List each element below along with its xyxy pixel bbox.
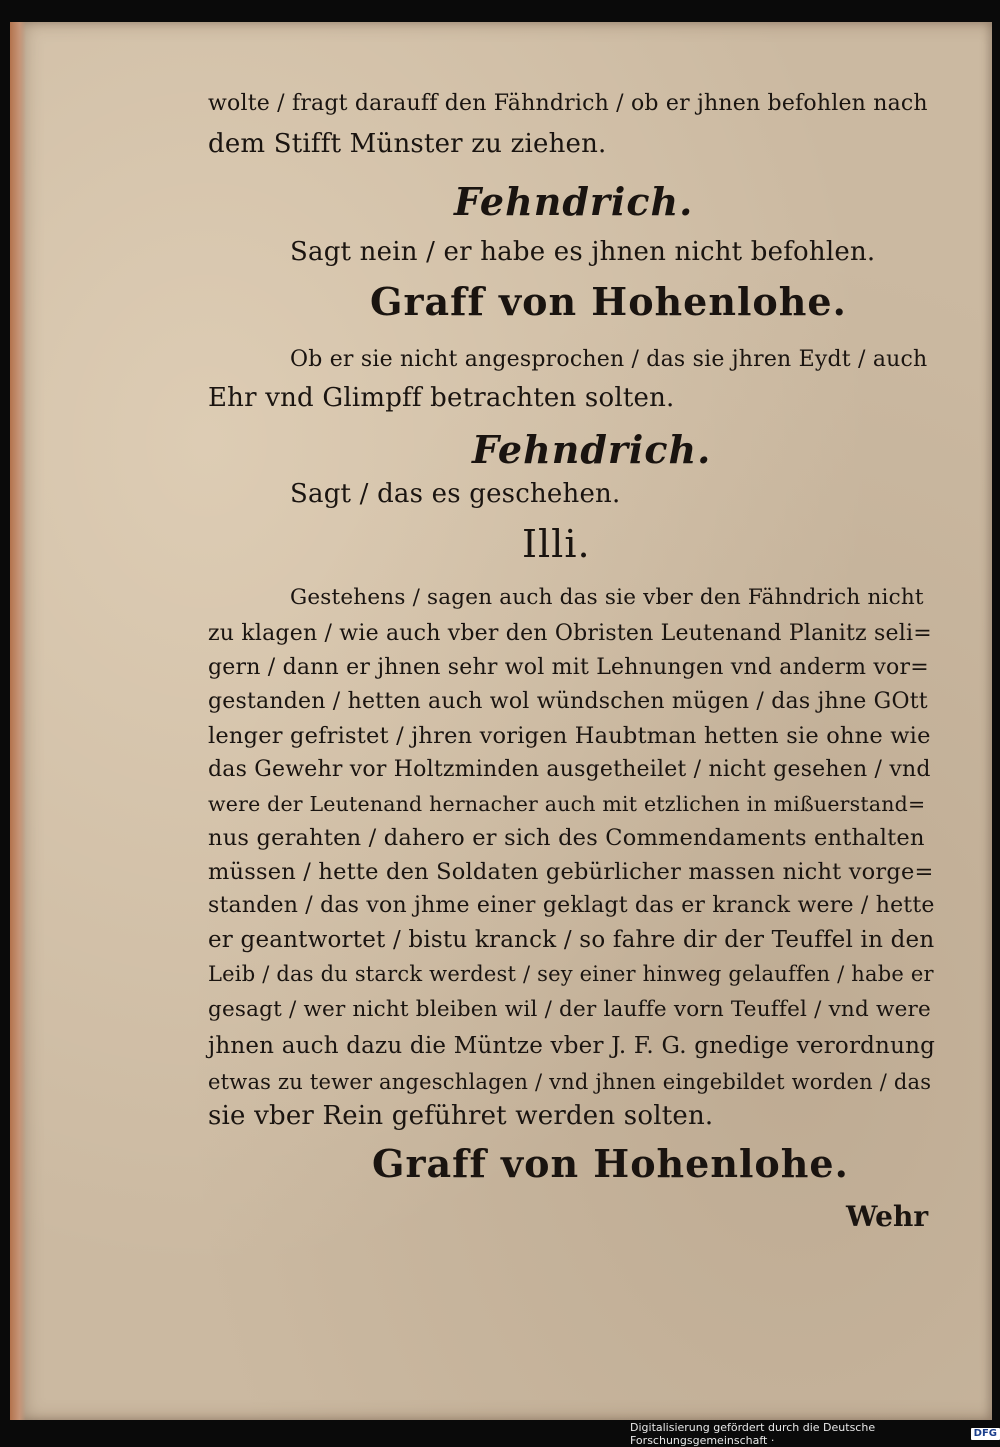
- text-line: Gestehens / sagen auch das sie vber den Fähndrich nicht: [290, 585, 924, 610]
- catchword: Wehr: [846, 1200, 929, 1233]
- text-line: Sagt nein / er habe es jhnen nicht befohlen.: [290, 237, 876, 267]
- text-line: Ehr vnd Glimpff betrachten solten.: [208, 383, 675, 413]
- text-line: etwas zu tewer angeschlagen / vnd jhnen eingebildet worden / das: [208, 1070, 932, 1094]
- text-line: wolte / fragt darauff den Fähndrich / ob er jhnen befohlen nach: [208, 91, 928, 116]
- speaker-heading: Fehndrich.: [454, 179, 694, 224]
- text-line: gern / dann er jhnen sehr wol mit Lehnungen vnd anderm vor=: [208, 655, 929, 680]
- text-line: standen / das von jhme einer geklagt das er kranck were / hette: [208, 893, 935, 918]
- text-line: Leib / das du starck werdest / sey einer hinweg gelauffen / habe er: [208, 962, 934, 986]
- text-line: Sagt / das es geschehen.: [290, 479, 621, 509]
- text-line: lenger gefristet / jhren vorigen Haubtman hetten sie ohne wie: [208, 723, 931, 749]
- text-line: nus gerahten / dahero er sich des Commendaments enthalten: [208, 825, 925, 851]
- text-line: gestanden / hetten auch wol wündschen mügen / das jhne GOtt: [208, 689, 928, 714]
- speaker-heading: Fehndrich.: [472, 427, 712, 472]
- speaker-heading: Illi.: [522, 522, 591, 566]
- text-line: müssen / hette den Soldaten gebürlicher massen nicht vorge=: [208, 859, 934, 885]
- text-line: jhnen auch dazu die Müntze vber J. F. G. gnedige verordnung: [208, 1033, 936, 1059]
- funding-text: Digitalisierung gefördert durch die Deutsche Forschungsgemeinschaft ·: [630, 1421, 876, 1447]
- text-line: zu klagen / wie auch vber den Obristen Leutenand Planitz seli=: [208, 621, 932, 646]
- text-line: Ob er sie nicht angesprochen / das sie jhren Eydt / auch: [290, 347, 928, 372]
- text-line: were der Leutenand hernacher auch mit etzlichen in mißuerstand=: [208, 792, 926, 816]
- text-line: sie vber Rein geführet werden solten.: [208, 1101, 714, 1131]
- text-line: er geantwortet / bistu kranck / so fahre dir der Teuffel in den: [208, 927, 935, 953]
- funding-footer: [630, 1421, 1000, 1447]
- text-line: dem Stifft Münster zu ziehen.: [208, 129, 607, 159]
- text-line: das Gewehr vor Holtzminden ausgetheilet / nicht gesehen / vnd: [208, 757, 931, 782]
- text-line: gesagt / wer nicht bleiben wil / der lauffe vorn Teuffel / vnd were: [208, 997, 931, 1022]
- speaker-heading: Graff von Hohenlohe.: [372, 1141, 849, 1186]
- speaker-heading: Graff von Hohenlohe.: [370, 279, 847, 324]
- dfg-logo-icon: DFG: [971, 1428, 1000, 1440]
